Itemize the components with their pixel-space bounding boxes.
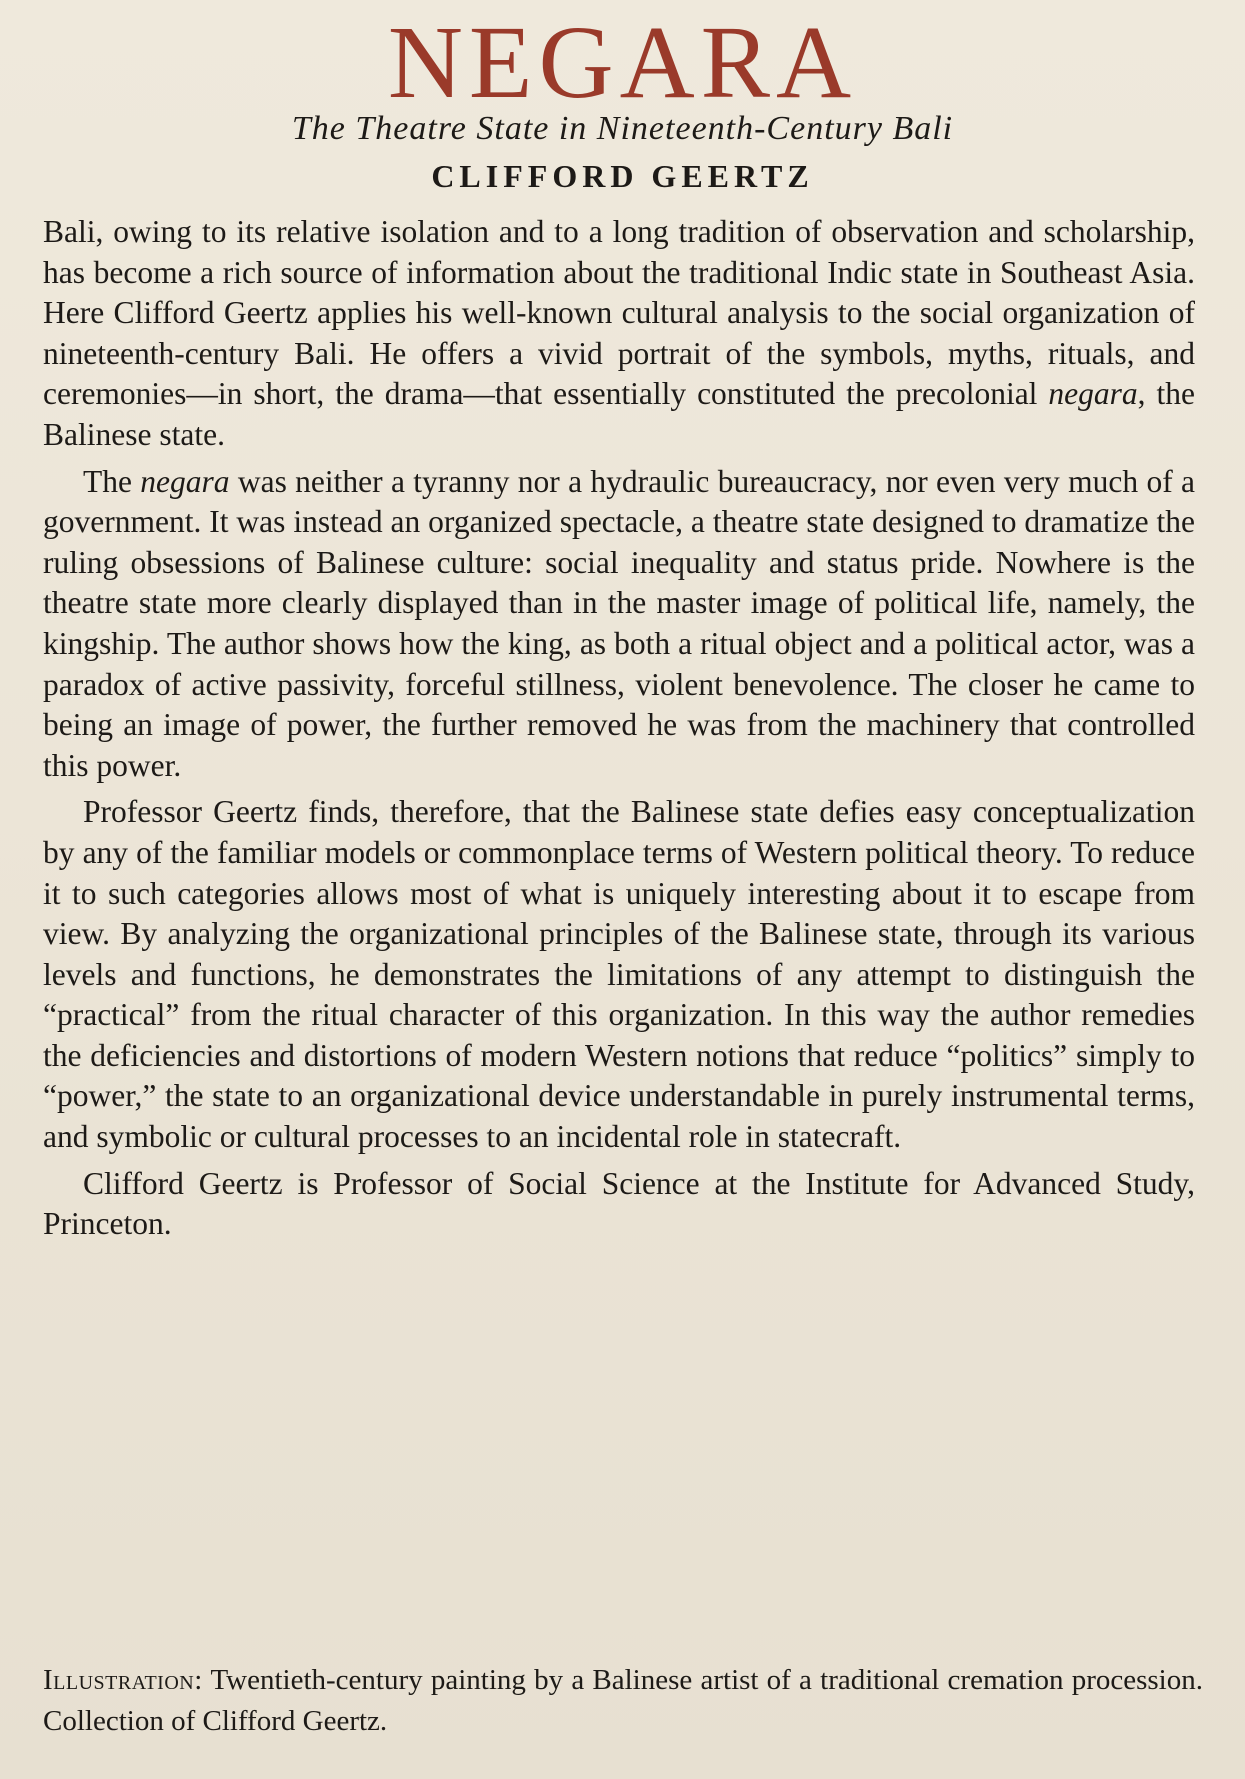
description-paragraph-2 <box>43 462 1195 787</box>
text-run: was neither a tyranny nor a hydraulic bureaucracy, nor even very much of a government. It was instead an organized spectacle, a theatre state designed to dramatize the ruling obsessions of Balinese culture: social inequality and status pride. Nowhere is the theatre state more clearly displayed than in the master image of political life, namely, the kingship. The author shows how the king, as both a ritual object and a political actor, was a paradox of active passivity, forceful stillness, violent benevolence. The closer he came to being an image of power, the further removed he was from the machinery that controlled this power. <box>43 463 1195 783</box>
book-author: CLIFFORD GEERTZ <box>431 158 814 194</box>
text-run: Professor Geertz finds, therefore, that the Balinese state defies easy conceptualization by any of the familiar models or commonplace terms of Western political theory. To reduce it to such categories allows most of what is uniquely interesting about it to escape from view. By analyzing the organizational principles of the Balinese state, through its various levels and functions, he demonstrates the limitations of any attempt to distinguish the “practical” from the ritual character of this organization. In this way the author remedies the deficiencies and distortions of modern Western notions that reduce “politics” simply to “power,” the state to an organizational device understandable in purely instrumental terms, and symbolic or cultural processes to an incidental role in statecraft. <box>43 794 1195 1155</box>
italic-term: negara <box>140 463 230 499</box>
italic-term: negara <box>1048 376 1138 412</box>
text-run: , the Balinese state. <box>43 376 1196 452</box>
book-subtitle: The Theatre State in Nineteenth-Century Bali <box>291 110 954 147</box>
author-bio-paragraph <box>43 1164 1195 1245</box>
book-title: NEGARA <box>387 5 858 120</box>
illustration-caption <box>43 1660 1203 1742</box>
caption-text: Twentieth-century painting by a Balinese artist of a traditional cremation procession. Collection of Clifford Geertz. <box>43 1664 1203 1737</box>
description-paragraph-3 <box>43 792 1195 1157</box>
description-paragraph-1 <box>43 212 1195 456</box>
text-run: The <box>83 463 141 499</box>
caption-label: Illustration: <box>43 1664 203 1696</box>
description-text <box>43 212 1195 1251</box>
text-run: Clifford Geertz is Professor of Social Science at the Institute for Advanced Study, Princeton. <box>43 1165 1195 1242</box>
text-run: Bali, owing to its relative isolation and to a long tradition of observation and scholarship, has become a rich source of information about the traditional Indic state in Southeast Asia. Here Clifford Geertz applies his well-known cultural analysis to the social organization of nineteenth-century Bali. He offers a vivid portrait of the symbols, myths, rituals, and ceremonies—in short, the drama—that essentially constituted the precolonial <box>43 214 1195 412</box>
